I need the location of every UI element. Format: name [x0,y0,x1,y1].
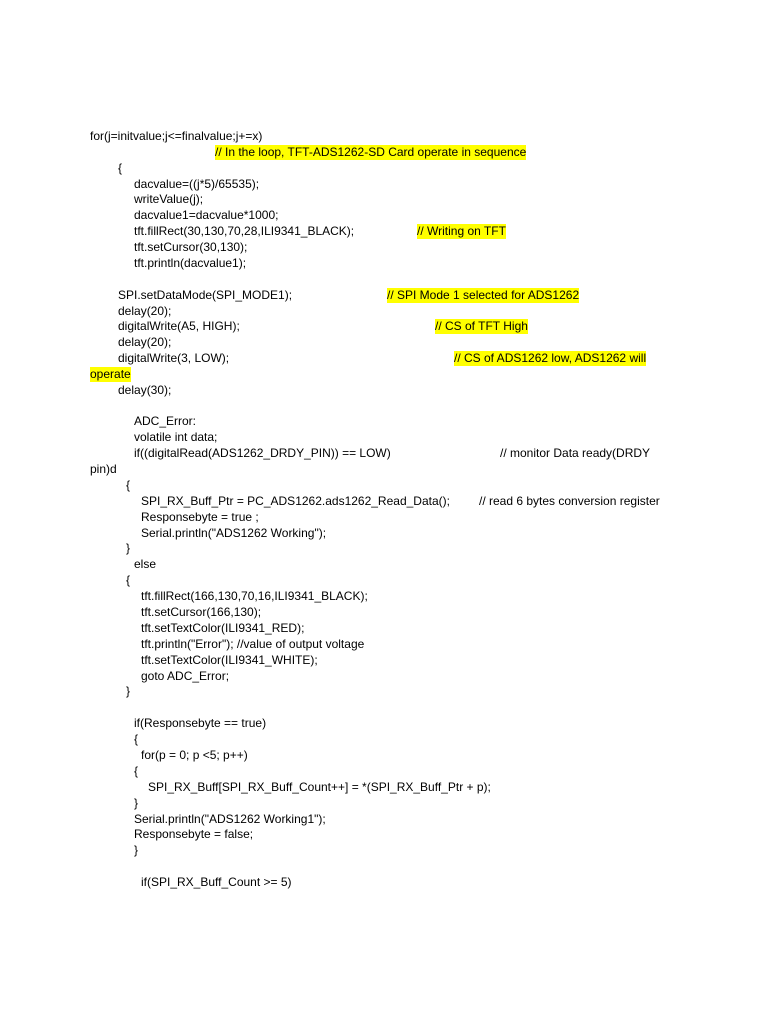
code-line: tft.setTextColor(ILI9341_WHITE); [141,653,318,667]
code-line: tft.setCursor(30,130); [134,240,248,254]
code-line: dacvalue=((j*5)/65535); [134,177,260,191]
code-line: tft.println("Error"); //value of output voltage [141,637,365,651]
code-line: SPI.setDataMode(SPI_MODE1); [118,288,293,302]
code-line: digitalWrite(3, LOW); [118,351,230,365]
code-line: } [126,541,131,555]
code-line: Serial.println("ADS1262 Working1"); [134,812,326,826]
code-line: { [134,764,139,778]
code-line: delay(20); [118,335,172,349]
code-line: for(j=initvalue;j<=finalvalue;j+=x) [90,129,263,143]
code-line: } [134,843,139,857]
code-comment: // monitor Data ready(DRDY [500,446,651,460]
code-line: if(SPI_RX_Buff_Count >= 5) [141,875,292,889]
code-line: volatile int data; [134,430,218,444]
code-line: tft.fillRect(30,130,70,28,ILI9341_BLACK); [134,224,355,238]
code-line: { [134,732,139,746]
code-line: { [126,478,131,492]
code-line: delay(20); [118,304,172,318]
code-line: ADC_Error: [134,414,197,428]
highlighted-comment: // In the loop, TFT-ADS1262-SD Card operate in sequence [215,145,527,159]
code-line: { [118,161,123,175]
code-line: SPI_RX_Buff_Ptr = PC_ADS1262.ads1262_Read_Data(); [141,494,450,508]
code-line: delay(30); [118,383,172,397]
code-comment: // read 6 bytes conversion register [479,494,660,508]
code-line: writeValue(j); [134,192,204,206]
code-line: SPI_RX_Buff[SPI_RX_Buff_Count++] = *(SPI_RX_Buff_Ptr + p); [148,780,491,794]
code-line: else [134,557,157,571]
highlighted-comment: // CS of TFT High [435,319,528,333]
code-line: if(Responsebyte == true) [134,716,267,730]
code-line: { [126,573,131,587]
code-line: pin)d [90,462,117,476]
code-line: Responsebyte = true ; [141,510,259,524]
code-line: if((digitalRead(ADS1262_DRDY_PIN)) == LOW) [134,446,391,460]
code-line: tft.println(dacvalue1); [134,256,247,270]
code-line: digitalWrite(A5, HIGH); [118,319,240,333]
code-line: Serial.println("ADS1262 Working"); [141,526,327,540]
code-line: tft.setCursor(166,130); [141,605,262,619]
code-line: tft.setTextColor(ILI9341_RED); [141,621,305,635]
code-line: } [126,684,131,698]
code-line: Responsebyte = false; [134,827,254,841]
code-line: } [134,796,139,810]
code-line: tft.fillRect(166,130,70,16,ILI9341_BLACK); [141,589,368,603]
code-line: for(p = 0; p <5; p++) [141,748,248,762]
code-line: dacvalue1=dacvalue*1000; [134,208,279,222]
highlighted-comment: // SPI Mode 1 selected for ADS1262 [387,288,580,302]
highlighted-comment: // Writing on TFT [417,224,506,238]
highlighted-comment: operate [90,367,131,381]
code-line: goto ADC_Error; [141,669,230,683]
highlighted-comment: // CS of ADS1262 low, ADS1262 will [454,351,647,365]
